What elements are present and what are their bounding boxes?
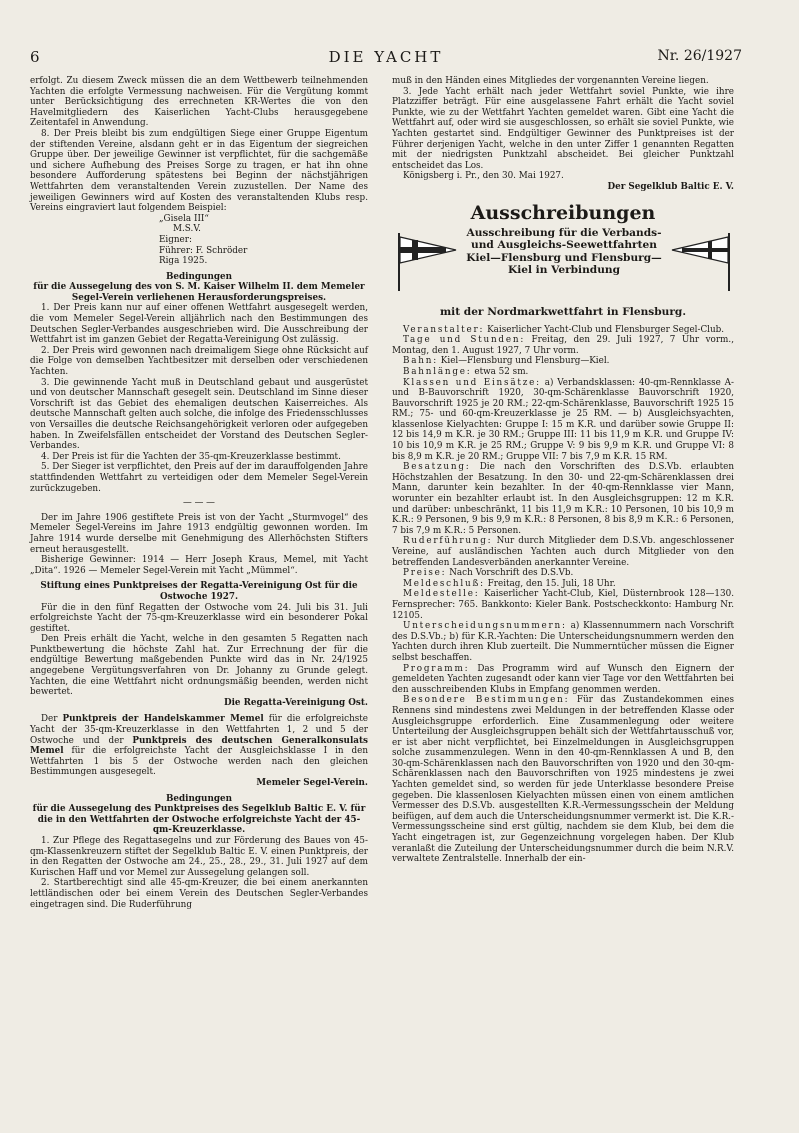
- paragraph: Der im Jahre 1906 gestiftete Preis ist von der Yacht „Sturmvogel“ des Memeler Segel-Vereins im Jahre 1913 endgültig gewonnen worden. Im Jahre 1914 wurde derselbe mit Genehmigung des Allerhöchsten Stifters erneut herausgestellt.: [30, 512, 368, 555]
- paragraph: Veranstalter: Kaiserlicher Yacht-Club und Flensburger Segel-Club.: [403, 324, 725, 335]
- paragraph: Besatzung: Die nach den Vorschriften des D.S.Vb. erlaubten Höchstzahlen der Besatzung. In den 30- und 22-qm-Schärenklassen drei Mann, darunter kein bezahlter. In der 40-qm-Rennklasse vier Mann, worunter ein bezahlter erlaubt ist. In den Ausgleichsgruppen: 12 m K.R. und darüber: unbeschränkt, 11 bis 11,9 m K.R.: 10 Personen, 10 bis 10,9 m K.R.: 9 Personen, 9 bis 9,9 m K.R.: 8 Personen, 8 bis 8,9 m K.R.: 6 Personen, 7 bis 7,9 m K.R.: 5 Personen.: [392, 462, 734, 536]
- paragraph: 4. Der Preis ist für die Yachten der 35-qm-Kreuzerklasse bestimmt.: [41, 451, 341, 462]
- page-number: 6: [30, 48, 40, 66]
- paragraph: 3. Die gewinnende Yacht muß in Deutschland gebaut und ausgerüstet und von deutscher Mannschaft gesegelt sein. Deutschland im Sinne dieser Vorschrift ist das Gebiet des ehemaligen deutschen Kaiserreiches. Als deutsche Mannschaft gelten auch solche, die infolge des Friedensschlusses von Versailles die deutsche Reichsangehörigkeit verloren oder aufgegeben haben. In Zweifelsfällen entscheidet der Vorstand des Deutschen Segler-Verbandes.: [30, 377, 368, 452]
- engraving-line: Riga 1925.: [159, 256, 208, 267]
- paragraph: Bahn: Kiel—Flensburg und Flensburg—Kiel.: [403, 356, 610, 367]
- burgee-flag-icon: [396, 231, 458, 293]
- engraving-line: „Gisela III“: [159, 213, 209, 224]
- paragraph: Preise: Nach Vorschrift des D.S.Vb.: [403, 568, 574, 579]
- running-header: [30, 48, 742, 70]
- paragraph: Bisherige Gewinner: 1914 — Herr Joseph Kraus, Memel, mit Yacht „Dita“. 1926 — Memeler Segel-Verein mit Yacht „Mümmel“.: [30, 555, 368, 576]
- signature: Die Regatta-Vereinigung Ost.: [223, 697, 368, 708]
- paragraph: Tage und Stunden: Freitag, den 29. Juli 1927, 7 Uhr vorm., Montag, den 1. August 1927, 7 Uhr vorm.: [392, 335, 734, 356]
- announcement-title: Ausschreibung für die Verbands- und Ausgleichs-Seewettfahrten Kiel—Flensburg und Flensburg—Kiel in Verbindung: [466, 226, 662, 277]
- issue-number: Nr. 26/1927: [657, 48, 742, 64]
- paragraph: muß in den Händen eines Mitgliedes der vorgenannten Vereine liegen.: [392, 76, 709, 86]
- engraving-line: Führer: F. Schröder: [159, 245, 248, 256]
- section-heading: für die Aussegelung des von S. M. Kaiser Wilhelm II. dem Memeler Segel-Verein verliehenen Herausforderungspreises.: [33, 282, 365, 303]
- paragraph: 2. Startberechtigt sind alle 45-qm-Kreuzer, die bei einem anerkannten lettländischen oder bei einem Verein des Deutschen Segler-Verbandes eingetragen sind. Die Ruderführung: [30, 878, 368, 910]
- section-heading: für die Aussegelung des Punktpreises des Segelklub Baltic E. V. für die in den Wettfahrten der Ostwoche erfolgreichste Yacht der 45-qm-Kreuzerklasse.: [32, 804, 366, 836]
- burgee-flag-icon: [670, 231, 732, 293]
- date-line: Königsberg i. Pr., den 30. Mai 1927.: [403, 171, 564, 182]
- paragraph: 8. Der Preis bleibt bis zum endgültigen Siege einer Gruppe Eigentum der stiftenden Vereine, alsdann geht er in das Eigentum der siegreichen Gruppe über. Der jeweilige Gewinner ist verpflichtet, für die sachgemäße und sichere Aufhebung des Preises Sorge zu tragen, er hat ihn ohne besondere Aufforderung spätestens bei Beginn der nächstjährigen Wettfahrten dem veranstaltenden Verein zuzustellen. Der Name des jeweiligen Gewinners wird auf Kosten des veranstaltenden Klubs resp. Vereins eingraviert laut folgendem Beispiel:: [30, 128, 368, 214]
- paragraph: 2. Der Preis wird gewonnen nach dreimaligem Siege ohne Rücksicht auf die Folge von demselben Yachtbesitzer mit derselben oder verschiedenen Yachten.: [30, 345, 368, 378]
- announcement-title-line: mit der Nordmarkwettfahrt in Flensburg.: [439, 305, 687, 318]
- announcement-header: [392, 227, 734, 319]
- paragraph: Unterscheidungsnummern: a) Klassennummern nach Vorschrift des D.S.Vb.; b) für K.R.-Yachten: Die Unterscheidungsnummern werden den Yachten durch ihren Klub zuerteilt. Die Nummerntücher müssen die Eigner selbst beschaffen.: [392, 621, 734, 663]
- paragraph: Programm: Das Programm wird auf Wunsch den Eignern der gemeldeten Yachten zugesandt oder kann vier Tage vor den Wettfahrten bei den ausschreibenden Klubs in Empfang genommen werden.: [392, 663, 734, 695]
- section-heading: Bedingungen: [165, 793, 232, 804]
- signature: Memeler Segel-Verein.: [256, 778, 368, 788]
- paragraph: Meldeschluß: Freitag, den 15. Juli, 18 Uhr.: [403, 578, 616, 589]
- paragraph: 1. Der Preis kann nur auf einer offenen Wettfahrt ausgesegelt werden, die vom Memeler Segel-Verein alljährlich nach den Bestimmungen des Deutschen Segler-Verbandes ausgeschrieben wird. Die Ausschreibung der Wettfahrt ist im ganzen Gebiet der Regatta-Vereinigung Ost zulässig.: [30, 303, 368, 346]
- paragraph: Den Preis erhält die Yacht, welche in den gesamten 5 Regatten nach Punktbewertung die höchste Zahl hat. Zur Errechnung der für die endgültige Bewertung maßgebenden Punkte wird das in Nr. 24/1925 angegebene Vergütungsverfahren von Dr. Johanny zu Grunde gelegt. Yachten, die eine Wettfahrt nicht ordnungsmäßig beenden, werden nicht bewertet.: [30, 634, 368, 698]
- paragraph: Meldestelle: Kaiserlicher Yacht-Club, Kiel, Düsternbrook 128—130. Fernsprecher: 765. Bankkonto: Kieler Bank. Postscheckkonto: Hamburg Nr. 12105.: [392, 589, 734, 621]
- paragraph: Ruderführung: Nur durch Mitglieder dem D.S.Vb. angeschlossener Vereine, auf ausländischen Yachten auch durch Mitglieder von den betreffenden Landesverbänden anerkannter Vereine.: [392, 536, 734, 568]
- magazine-title: DIE YACHT: [328, 48, 444, 66]
- engraving-line: Eigner:: [159, 234, 192, 245]
- section-heading: Bedingungen: [165, 271, 232, 282]
- paragraph: Bahnlänge: etwa 52 sm.: [403, 366, 529, 377]
- paragraph: Besondere Bestimmungen: Für das Zustandekommen eines Rennens sind mindestens zwei Meldungen in der betreffenden Klasse oder Ausgleichsgruppe erforderlich. Eine Zusammenlegung oder weitere Unterteilung der Ausgleichsgruppen behält sich der Wettfahrtausschuß vor, er ist aber nicht verpflichtet, bei Einzelmeldungen in Ausgleichsgruppen solche zusammenzulegen. Wenn in den 40-qm-Rennklassen A und B, den 30-qm-Schärenklassen nach den Bauvorschriften von 1920 und den 30-qm-Schärenklassen nach den Bauvorschriften von 1925 mindestens je zwei Yachten gemeldet sind, so werden für jede Unterklasse besondere Preise gegeben. Die klassenlosen Kielyachten müssen einen von einem amtlichen Vermesser des D.S.Vb. ausgestellten K.R.-Vermessungsschein der Meldung beifügen, auf dem auch die Unterscheidungsnummer vermerkt ist. Die K.R.-Vermessungsscheine sind erst gültig, nachdem sie dem Klub, bei dem die Yacht eingetragen ist, zur Gegenzeichnung vorgelegen haben. Der Klub veranlaßt die Zuteilung der Unterscheidungsnummer durch die beim N.R.V. verwaltete Zentralstelle. Innerhalb der ein-: [392, 695, 734, 865]
- paragraph: erfolgt. Zu diesem Zweck müssen die an dem Wettbewerb teilnehmenden Yachten die erfolgte Vermessung nachweisen. Für die Vergütung kommt unter Berücksichtigung des errechneten KR-Wertes die von den Havelmitgliedern des Kaiserlichen Yacht-Clubs herausgegebene Zeitentafel in Anwendung.: [30, 76, 368, 129]
- paragraph: 5. Der Sieger ist verpflichtet, den Preis auf der im darauffolgenden Jahre stattfindenden Wettfahrt zu verteidigen oder dem Memeler Segel-Verein zurückzugeben.: [30, 462, 368, 494]
- paragraph: 3. Jede Yacht erhält nach jeder Wettfahrt soviel Punkte, wie ihre Platzziffer beträgt. Für eine ausgelassene Fahrt erhält die Yacht soviel Punkte, wie zu der Wettfahrt Yachten gemeldet waren. Gibt eine Yacht die Wettfahrt auf, oder wird sie ausgeschlossen, so erhält sie soviel Punkte, wie Yachten gestartet sind. Endgültiger Gewinner des Punktpreises ist der Führer derjenigen Yacht, welche in den unter Ziffer 1 genannten Regatten mit der niedrigsten Punktzahl abscheidet. Bei gleicher Punktzahl entscheidet das Los.: [392, 86, 734, 171]
- section-title: Ausschreibungen: [470, 201, 656, 224]
- engraving-line: M.S.V.: [173, 224, 201, 235]
- paragraph: 1. Zur Pflege des Regattasegelns und zur Förderung des Baues von 45-qm-Klassenkreuzern stiftet der Segelklub Baltic E. V. einen Punktpreis, der in den Regatten der Ostwoche am 24., 25., 28., 29., 31. Juli 1927 auf dem Kurischen Haff und vor Memel zur Aussegelung gelangen soll.: [30, 835, 368, 878]
- section-heading: Stiftung eines Punktpreises der Regatta-Vereinigung Ost für die Ostwoche 1927.: [40, 581, 358, 602]
- paragraph: Für die in den fünf Regatten der Ostwoche vom 24. Juli bis 31. Juli erfolgreichste Yacht der 75-qm-Kreuzerklasse wird ein besonderer Pokal gestiftet.: [30, 602, 368, 634]
- signature: Der Segelklub Baltic E. V.: [607, 181, 734, 192]
- separator: — — —: [183, 498, 215, 509]
- left-column: [30, 76, 368, 910]
- paragraph: Klassen und Einsätze: a) Verbandsklassen: 40-qm-Rennklasse A- und B-Bauvorschrift 1920, 30-qm-Schärenklasse Bauvorschrift 1920, Bauvorschrift 1925 je 20 RM.; 22-qm-Schärenklasse, Bauvorschrift 1925 15 RM.; 75- und 60-qm-Kreuzerklasse je 25 RM. — b) Ausgleichsyachten, klassenlose Kielyachten: Gruppe I: 15 m K.R. und darüber sowie Gruppe II: 12 bis 14,9 m K.R. je 30 RM.; Gruppe III: 11 bis 11,9 m K.R. und Gruppe IV: 10 bis 10,9 m K.R. je 25 RM.; Gruppe V: 9 bis 9,9 m K.R. und Gruppe VI: 8 bis 8,9 m K.R. je 20 RM.; Gruppe VII: 7 bis 7,9 m K.R. 15 RM.: [392, 377, 734, 462]
- right-column: [392, 76, 734, 865]
- paragraph: Der Punktpreis der Handelskammer Memel für die erfolgreichste Yacht der 35-qm-Kreuzerklasse in den Wettfahrten 1, 2 und 5 der Ostwoche und der Punktpreis des deutschen Generalkonsulats Memel für die erfolgreichste Yacht der Ausgleichsklasse I in den Wettfahrten 1 bis 5 der Ostwoche werden nach den gleichen Bestimmungen ausgesegelt.: [30, 714, 369, 778]
